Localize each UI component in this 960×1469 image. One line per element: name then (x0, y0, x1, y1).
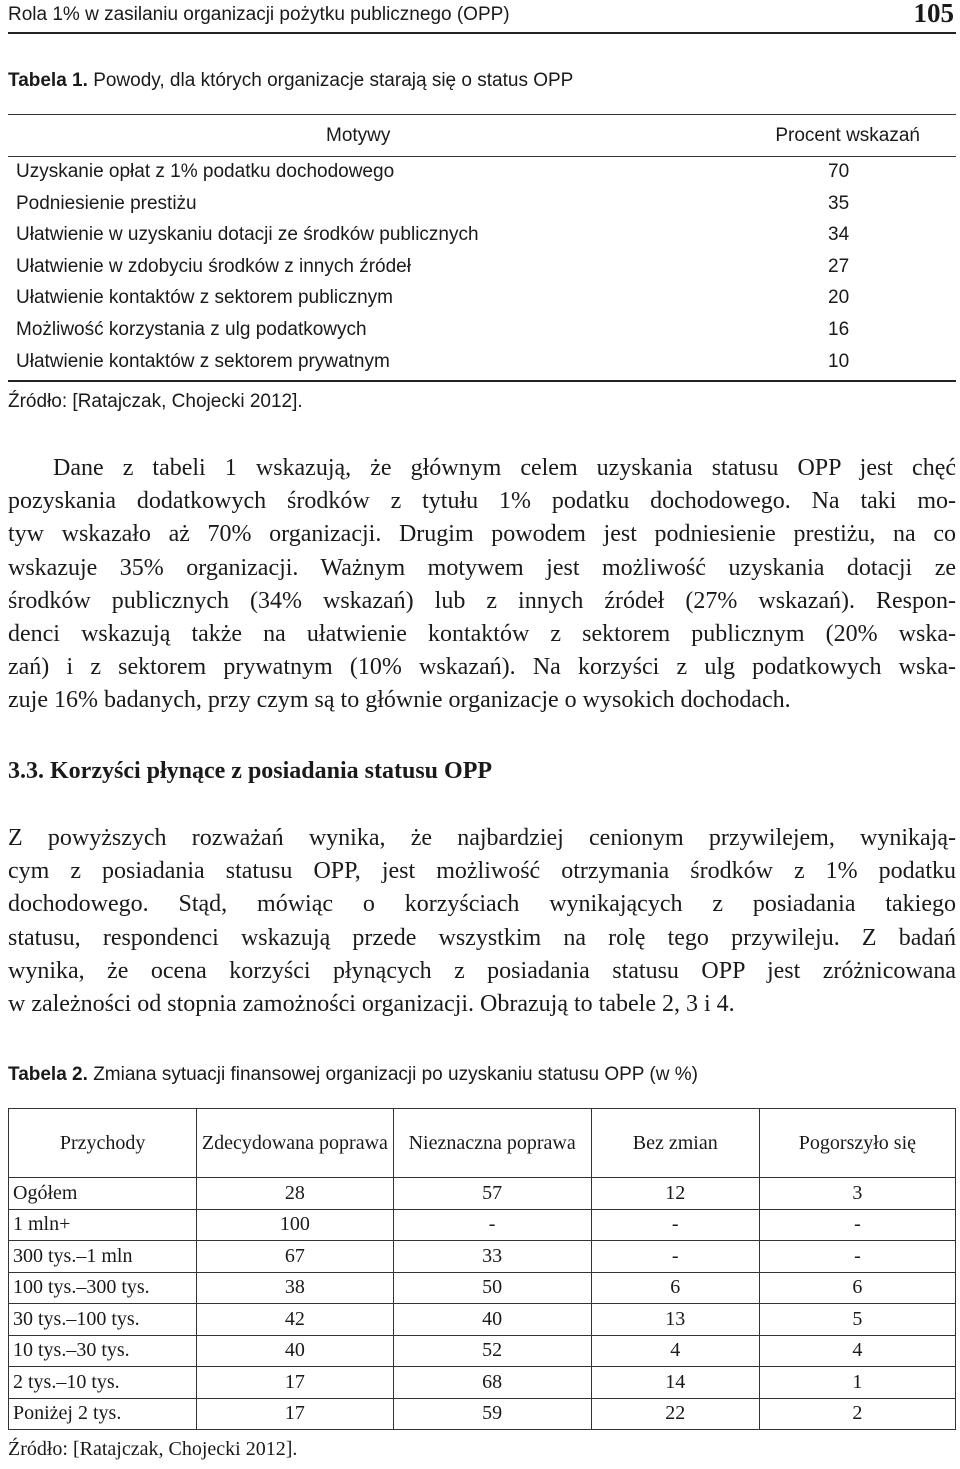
table2-header-cell: Nieznaczna poprawa (393, 1109, 591, 1178)
table2-value-cell: 22 (591, 1398, 759, 1430)
table2-value-cell: 38 (197, 1272, 393, 1304)
table2-value-cell: 2 (759, 1398, 955, 1430)
table2 (8, 1108, 956, 1430)
table2-row (9, 1304, 956, 1336)
table2-income-cell: 2 tys.–10 tys. (9, 1367, 197, 1399)
table1-motive-cell: Ułatwienie kontaktów z sektorem publicznym (16, 287, 393, 309)
table2-value-cell: 13 (591, 1304, 759, 1336)
table2-value-cell: 52 (393, 1335, 591, 1367)
table2-income-cell: 30 tys.–100 tys. (9, 1304, 197, 1336)
table2-income-cell: 300 tys.–1 mln (9, 1241, 197, 1273)
table1-motive-cell: Ułatwienie w zdobyciu środków z innych źródeł (16, 255, 411, 277)
table2-value-cell: 6 (759, 1272, 955, 1304)
running-title: Rola 1% w zasilaniu organizacji pożytku publicznego (OPP) (8, 4, 510, 25)
table2-label: Tabela 2. (8, 1064, 88, 1085)
paragraph-line: statusu, respondenci wskazują przede wszystkim na rolę tego przywileju. Z badań (8, 924, 956, 951)
table2-value-cell: 57 (393, 1178, 591, 1210)
table2-value-cell: 14 (591, 1367, 759, 1399)
table1-source: Źródło: [Ratajczak, Chojecki 2012]. (8, 391, 303, 412)
paragraph-table1-discussion (8, 452, 956, 718)
table2-row (9, 1209, 956, 1241)
table1-percent-cell: 27 (828, 255, 850, 277)
table2-value-cell: 100 (197, 1209, 393, 1241)
table1-header (8, 114, 956, 157)
table2-value-cell: 5 (759, 1304, 955, 1336)
table2-title: Zmiana sytuacji finansowej organizacji po uzyskaniu statusu OPP (w %) (93, 1064, 698, 1085)
table2-income-cell: Ogółem (9, 1178, 197, 1210)
paragraph-line: środków publicznych (34% wskazań) lub z innych źródeł (27% wskazań). Respon- (8, 587, 956, 614)
table1-row (8, 157, 956, 189)
table2-row (9, 1335, 956, 1367)
table2-value-cell: 42 (197, 1304, 393, 1336)
table2-value-cell: 3 (759, 1178, 955, 1210)
table2-body (9, 1178, 956, 1430)
table2-value-cell: - (591, 1209, 759, 1241)
table2-value-cell: - (591, 1241, 759, 1273)
table2-header-cell: Bez zmian (591, 1109, 759, 1178)
table2-header-cell: Przychody (9, 1109, 197, 1178)
table2-value-cell: 4 (591, 1335, 759, 1367)
table2-row (9, 1241, 956, 1273)
table2-value-cell: 40 (393, 1304, 591, 1336)
table2-value-cell: 68 (393, 1367, 591, 1399)
table2-header-cell: Pogorszyło się (759, 1109, 955, 1178)
table1-row (8, 283, 956, 315)
paragraph-line: Z powyższych rozważań wynika, że najbardziej cenionym przywilejem, wynikają- (8, 825, 956, 851)
table2-income-cell: 1 mln+ (9, 1209, 197, 1241)
table1-percent-cell: 16 (828, 318, 850, 340)
paragraph-line: denci wskazują także na ułatwienie kontaktów z sektorem publicznym (20% wska- (8, 621, 956, 648)
table2-value-cell: 4 (759, 1335, 955, 1367)
table2-row (9, 1367, 956, 1399)
paragraph-line: dochodowego. Stąd, mówiąc o korzyściach wynikających z posiadania takiego (8, 891, 956, 918)
paragraph-line: wskazuje 35% organizacji. Ważnym motywem jest możliwość uzyskania dotacji ze (8, 554, 956, 581)
paragraph-line: cym z posiadania statusu OPP, jest możliwość otrzymania środków z 1% podatku (8, 858, 956, 885)
table1-motive-cell: Ułatwienie w uzyskaniu dotacji ze środków publicznych (16, 224, 479, 246)
table2-value-cell: 40 (197, 1335, 393, 1367)
table2-value-cell: 67 (197, 1241, 393, 1273)
table1-motive-cell: Uzyskanie opłat z 1% podatku dochodowego (16, 161, 395, 182)
table2-caption (8, 1064, 698, 1086)
table2-income-cell: Poniżej 2 tys. (9, 1398, 197, 1430)
table1-percent-cell: 70 (828, 161, 850, 182)
table1-row (8, 220, 956, 252)
paragraph-line: pozyskania dodatkowych środków z tytułu 1% podatku dochodowego. Na taki mo- (8, 488, 956, 515)
table1-percent-cell: 34 (828, 224, 850, 246)
table1-percent-cell: 35 (828, 192, 850, 214)
table1-percent-cell: 10 (828, 350, 850, 372)
paragraph-line: zuje 16% badanych, przy czym są to głównie organizacje o wysokich dochodach. (8, 687, 791, 714)
table2-value-cell: 59 (393, 1398, 591, 1430)
table2-header-cell: Zdecydowana poprawa (197, 1109, 393, 1178)
table2-value-cell: 1 (759, 1367, 955, 1399)
table1-motive-cell: Możliwość korzystania z ulg podatkowych (16, 318, 367, 340)
table1-percent-cell: 20 (828, 287, 850, 309)
table2-value-cell: 6 (591, 1272, 759, 1304)
table1-col-motive: Motywy (326, 125, 391, 146)
table1-col-percent: Procent wskazań (775, 125, 920, 146)
table1 (8, 114, 956, 382)
table2-value-cell: 28 (197, 1178, 393, 1210)
table2-value-cell: - (393, 1209, 591, 1241)
table2-value-cell: 50 (393, 1272, 591, 1304)
table1-label: Tabela 1. (8, 70, 88, 91)
section-heading: 3.3. Korzyści płynące z posiadania statusu OPP (8, 758, 493, 784)
table2-row (9, 1398, 956, 1430)
table2-income-cell: 100 tys.–300 tys. (9, 1272, 197, 1304)
table1-caption (8, 70, 573, 92)
paragraph-line: tyw wskazało aż 70% organizacji. Drugim powodem jest podniesienie prestiżu, na co (8, 521, 956, 548)
table2-income-cell: 10 tys.–30 tys. (9, 1335, 197, 1367)
table2-value-cell: 12 (591, 1178, 759, 1210)
table2-value-cell: - (759, 1241, 955, 1273)
table2-value-cell: 33 (393, 1241, 591, 1273)
table2-row (9, 1272, 956, 1304)
paragraph-line: wynika, że ocena korzyści płynących z posiadania statusu OPP jest zróżnicowana (8, 957, 956, 984)
paragraph-line: zań) i z sektorem prywatnym (10% wskazań). Na korzyści z ulg podatkowych wska- (8, 654, 956, 681)
table2-value-cell: 17 (197, 1398, 393, 1430)
table1-row (8, 252, 956, 284)
page-number: 105 (913, 0, 954, 28)
table2-source: Źródło: [Ratajczak, Chojecki 2012]. (8, 1438, 298, 1460)
table2-value-cell: 17 (197, 1367, 393, 1399)
table1-body (8, 157, 956, 382)
table1-row (8, 189, 956, 221)
table1-motive-cell: Ułatwienie kontaktów z sektorem prywatnym (16, 350, 390, 372)
table1-motive-cell: Podniesienie prestiżu (16, 192, 197, 214)
table1-title: Powody, dla których organizacje starają się o status OPP (93, 70, 574, 91)
paragraph-benefits (8, 822, 956, 1021)
table2-value-cell: - (759, 1209, 955, 1241)
paragraph-line: w zależności od stopnia zamożności organizacji. Obrazują to tabele 2, 3 i 4. (8, 991, 735, 1018)
table2-header-row (9, 1109, 956, 1178)
table1-row (8, 315, 956, 347)
running-header (8, 2, 956, 34)
paragraph-line: Dane z tabeli 1 wskazują, że głównym celem uzyskania statusu OPP jest chęć (53, 455, 956, 481)
table1-row (8, 347, 956, 379)
table2-row (9, 1178, 956, 1210)
